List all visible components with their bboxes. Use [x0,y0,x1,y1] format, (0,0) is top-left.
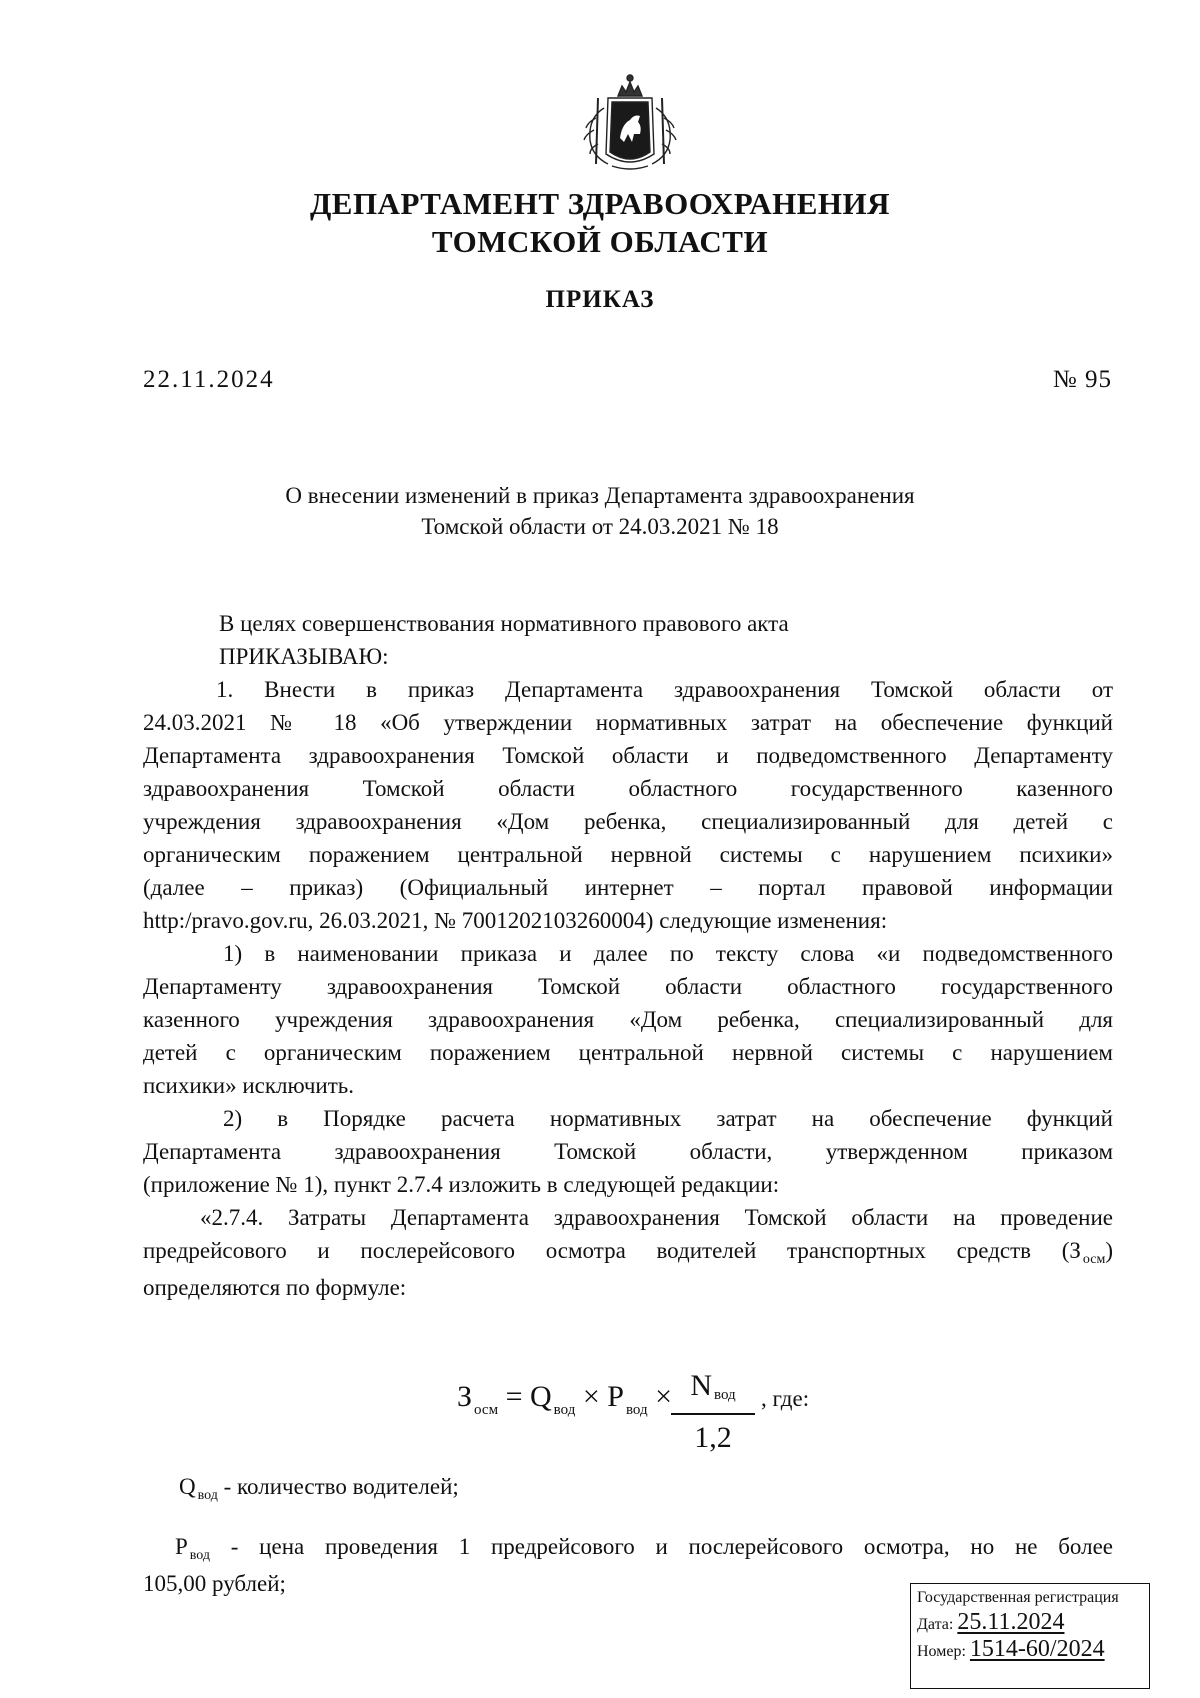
stamp-number-label: Номер: [917,1643,970,1660]
definition-p-line1 [143,1530,1113,1567]
department-name-line2: ТОМСКОЙ ОБЛАСТИ [431,224,769,259]
body-line: психики» исключить. [143,1073,355,1098]
body-line: 2) в Порядке расчета нормативных затрат на обеспечение функций [223,1106,1113,1131]
stamp-number-row [917,1636,1143,1663]
coat-of-arms-emblem [568,68,692,172]
formula-denominator: 1,2 [694,1420,732,1454]
fraction-bar [671,1413,755,1415]
body-line: (приложение № 1), пункт 2.7.4 изложить в следующей редакции: [143,1172,780,1197]
stamp-title: Государственная регистрация [917,1589,1119,1606]
stamp-date-value: 25.11.2024 [957,1609,1065,1635]
formula-z-symbol: З [457,1380,473,1413]
body-line-text: предрейсового и послерейсового осмотра водителей транспортных средств (З [143,1238,1081,1263]
body-line: «2.7.4. Затраты Департамента здравоохранения Томской области на проведение [200,1205,1113,1230]
formula-left-side [457,1380,673,1418]
body-line: В целях совершенствования нормативного правового акта [219,611,789,636]
body-line: Департаменту здравоохранения Томской области областного государственного [143,974,1113,999]
body-line: 1. Внести в приказ Департамента здравоохранения Томской области от [216,677,1113,702]
formula-q-subscript: вод [553,1402,576,1418]
document-subject [0,480,1200,542]
document-number: № 95 [1052,366,1112,393]
def-q-subscript: вод [197,1488,218,1503]
z-subscript: осм [1082,1252,1106,1267]
z-close-paren: ) [1105,1238,1113,1263]
body-line: органическим поражением центральной нервной системы с нарушением психики» [143,842,1113,867]
document-type: ПРИКАЗ [545,286,655,313]
formula-numerator [671,1368,755,1409]
registration-stamp [910,1583,1150,1689]
formula-n-subscript: вод [713,1387,736,1403]
formula-n-symbol: N [690,1369,712,1402]
body-line: определяются по формуле: [143,1275,407,1300]
body-line [143,1234,1113,1271]
formula-p-subscript: вод [625,1402,648,1418]
def-q-text: - количество водителей; [217,1474,459,1499]
body-line: здравоохранения Томской области областного государственного казенного [143,776,1113,801]
stamp-date-label: Дата: [917,1616,958,1633]
definition-q-line [143,1470,1113,1507]
body-line: (далее – приказ) (Официальный интернет – портал правовой информации [143,875,1113,900]
document-body [143,607,1113,1304]
def-p-text: - цена проведения 1 предрейсового и послерейсового осмотра, но не более [210,1534,1113,1559]
definition-p-line2: 105,00 рублей; [143,1571,286,1596]
formula-times: × [647,1380,673,1413]
body-line: ПРИКАЗЫВАЮ: [219,644,389,669]
body-line: 1) в наименовании приказа и далее по тексту слова «и подведомственного [223,941,1113,966]
formula-fraction [671,1368,755,1455]
body-line: детей с органическим поражением центральной нервной системы с нарушением [143,1040,1113,1065]
definition-q [143,1470,1113,1507]
formula-tail: , где: [761,1386,810,1411]
def-q-symbol: Q [179,1474,196,1499]
formula-z-subscript: осм [474,1402,499,1418]
stamp-date-row [917,1609,1143,1636]
formula-q-symbol: Q [529,1380,552,1413]
subject-line2: Томской области от 24.03.2021 № 18 [421,514,779,539]
body-line: Департамента здравоохранения Томской области и подведомственного Департаменту [143,743,1113,768]
body-line: казенного учреждения здравоохранения «Дом ребенка, специализированный для [143,1007,1113,1032]
stamp-number-value: 1514-60/2024 [969,1636,1105,1662]
department-name-line1: ДЕПАРТАМЕНТ ЗДРАВООХРАНЕНИЯ [309,186,891,221]
def-p-symbol: P [175,1534,188,1559]
body-line: Департамента здравоохранения Томской области, утвержденном приказом [143,1139,1113,1164]
document-date: 22.11.2024 [143,366,275,393]
formula-equals: = [498,1380,530,1413]
body-line: http:/pravo.gov.ru, 26.03.2021, № 7001202103260004) следующие изменения: [143,908,888,933]
formula-p-symbol: P [607,1380,624,1413]
formula-times: × [575,1380,608,1413]
def-p-subscript: вод [189,1548,211,1563]
body-line: 24.03.2021 № 18 «Об утверждении нормативных затрат на обеспечение функций [143,710,1113,735]
subject-line1: О внесении изменений в приказ Департамента здравоохранения [285,483,915,508]
body-line: учреждения здравоохранения «Дом ребенка, специализированный для детей с [143,809,1113,834]
